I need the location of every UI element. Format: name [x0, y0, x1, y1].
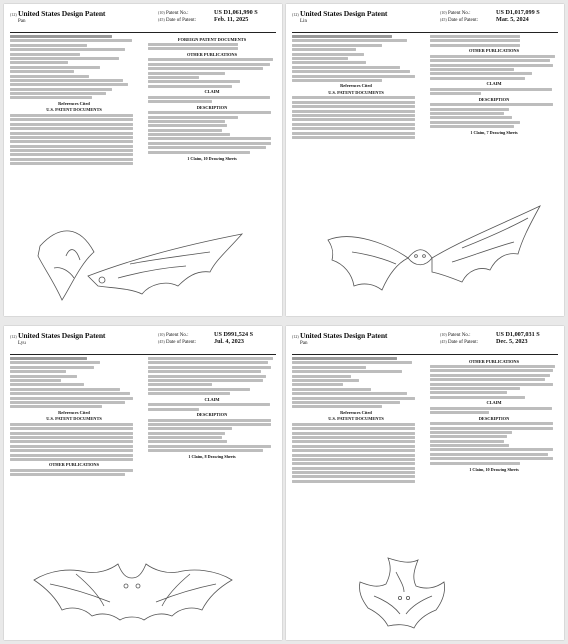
section-heading: DESCRIPTION: [478, 415, 510, 421]
date-of-patent: Mar. 5, 2024: [496, 16, 529, 23]
claims-column: [148, 357, 276, 459]
section-heading: OTHER PUBLICATIONS: [48, 462, 100, 468]
bat-drawing: [292, 548, 558, 636]
claims-column: [148, 35, 276, 161]
patent-number-label: Patent No.:: [166, 333, 189, 338]
field-code: (45): [440, 17, 447, 22]
section-heading: CLAIM: [486, 400, 502, 406]
bat-drawing: [10, 216, 276, 312]
field-code: (10): [440, 10, 447, 15]
patent-number-label: Patent No.:: [448, 11, 471, 16]
patent-series-title: United States Design Patent: [300, 9, 388, 18]
section-heading: References Cited: [340, 83, 372, 89]
section-heading: DESCRIPTION: [196, 104, 228, 110]
date-label: Date of Patent:: [166, 18, 196, 23]
patent-series-title: United States Design Patent: [18, 331, 106, 340]
section-heading: DESCRIPTION: [196, 412, 228, 418]
patent-page-4[interactable]: [286, 326, 564, 640]
patent-number-label: Patent No.:: [166, 11, 189, 16]
field-code: (10): [158, 10, 165, 15]
inventor-name: Lyu: [18, 341, 26, 346]
claim-count: 1 Claim, 10 Drawing Sheets: [469, 466, 519, 472]
patent-page-3[interactable]: [4, 326, 282, 640]
date-of-patent: Feb. 11, 2025: [214, 16, 249, 23]
section-heading: CLAIM: [204, 396, 220, 402]
bat-drawing: [292, 200, 558, 310]
field-code: (12): [10, 12, 17, 17]
biblio-column: [292, 357, 420, 484]
date-of-patent: Jul. 4, 2023: [214, 338, 244, 345]
patent-header: [292, 9, 558, 31]
inventor-name: Pan: [18, 19, 26, 24]
inventor-name: Pan: [300, 341, 308, 346]
field-code: (12): [10, 334, 17, 339]
section-heading: References Cited: [58, 409, 90, 415]
header-rule: [292, 32, 558, 33]
section-heading: OTHER PUBLICATIONS: [468, 358, 520, 364]
section-heading: CLAIM: [486, 81, 502, 87]
section-heading: U.S. PATENT DOCUMENTS: [328, 89, 384, 95]
field-code: (45): [440, 339, 447, 344]
patent-header: [10, 9, 276, 31]
header-rule: [292, 354, 558, 355]
section-heading: References Cited: [340, 409, 372, 415]
patent-number: US D1,007,031 S: [496, 331, 540, 338]
claim-count: 1 Claim, 7 Drawing Sheets: [470, 130, 518, 136]
date-label: Date of Patent:: [448, 340, 478, 345]
section-heading: DESCRIPTION: [478, 96, 510, 102]
section-heading: CLAIM: [204, 89, 220, 95]
section-heading: FOREIGN PATENT DOCUMENTS: [177, 36, 247, 42]
date-label: Date of Patent:: [448, 18, 478, 23]
claim-count: 1 Claim, 8 Drawing Sheets: [188, 454, 236, 460]
patent-number: US D1,061,990 S: [214, 9, 258, 16]
inventor-name: Lin: [300, 19, 307, 24]
section-heading: U.S. PATENT DOCUMENTS: [46, 416, 102, 422]
field-code: (10): [440, 332, 447, 337]
patent-series-title: United States Design Patent: [300, 331, 388, 340]
field-code: (45): [158, 17, 165, 22]
field-code: (45): [158, 339, 165, 344]
patent-number-label: Patent No.:: [448, 333, 471, 338]
section-heading: References Cited: [58, 100, 90, 106]
date-label: Date of Patent:: [166, 340, 196, 345]
section-heading: U.S. PATENT DOCUMENTS: [328, 416, 384, 422]
patent-page-1[interactable]: [4, 4, 282, 316]
section-heading: OTHER PUBLICATIONS: [468, 48, 520, 54]
patent-page-2[interactable]: [286, 4, 564, 316]
patent-header: [292, 331, 558, 353]
date-of-patent: Dec. 5, 2023: [496, 338, 528, 345]
header-rule: [10, 354, 276, 355]
field-code: (12): [292, 12, 299, 17]
biblio-column: [10, 35, 138, 167]
patent-header: [10, 331, 276, 353]
claim-count: 1 Claim, 10 Drawing Sheets: [187, 155, 237, 161]
biblio-column: [292, 35, 420, 140]
claims-column: [430, 357, 558, 472]
field-code: (12): [292, 334, 299, 339]
claims-column: [430, 35, 558, 135]
field-code: (10): [158, 332, 165, 337]
header-rule: [10, 32, 276, 33]
bat-drawing: [10, 544, 276, 636]
patent-number: US D991,524 S: [214, 331, 254, 338]
patent-series-title: United States Design Patent: [18, 9, 106, 18]
section-heading: OTHER PUBLICATIONS: [186, 51, 238, 57]
section-heading: U.S. PATENT DOCUMENTS: [46, 107, 102, 113]
biblio-column: [10, 357, 138, 478]
patent-number: US D1,017,099 S: [496, 9, 540, 16]
